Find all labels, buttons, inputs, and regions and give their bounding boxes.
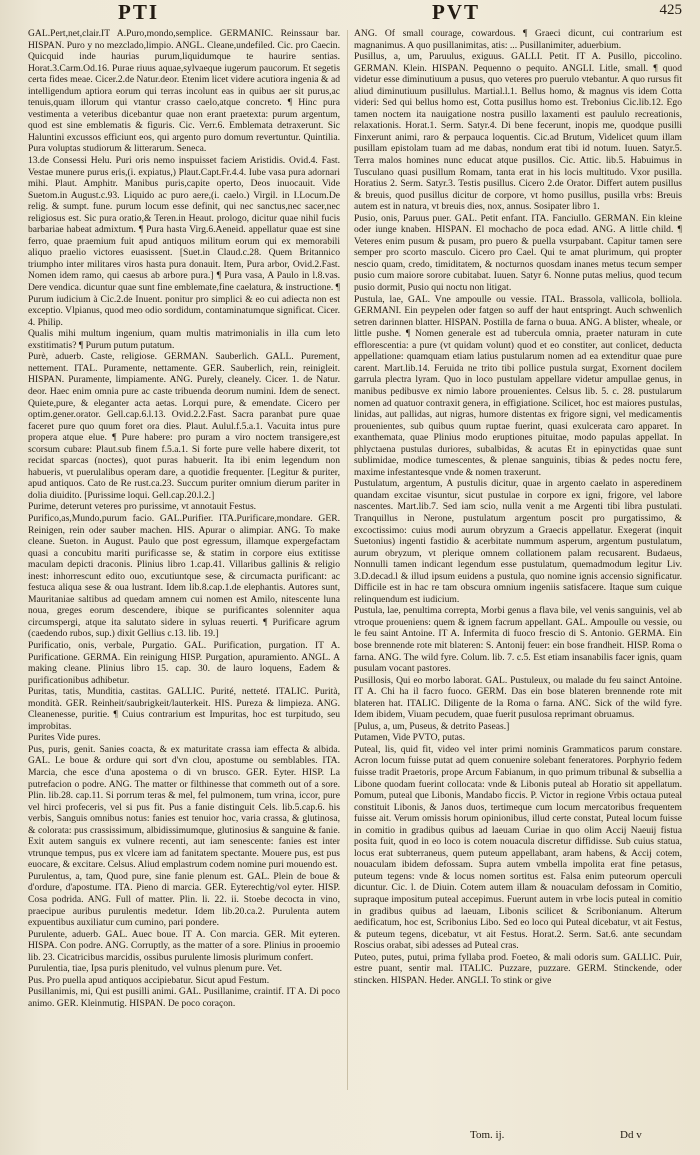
page-number: 425 xyxy=(659,2,682,18)
signature-mark: Dd v xyxy=(620,1129,642,1141)
dictionary-entry: Puritas, tatis, Munditia, castitas. GALLIC. Purité, netteté. ITALIC. Purità, mondità. GER. Reinheit/saubrigkeit/lauterkeit. HIS. Pureza & limpieza. ANG. Cleanenesse, puritie. ¶ Cuius contrarium est Impuritas, hoc est turpitudo, seu improbitas. xyxy=(28,686,340,732)
dictionary-entry: ANG. Of small courage, cowardous. ¶ Graeci dicunt, cui contrarium est magnanimus. A quo pusillanimitas, atis: ... Pusillanimiter, aduerbium. xyxy=(354,28,682,51)
dictionary-entry: GAL.Pert,net,clair.IT A.Puro,mondo,semplice. GERMANIC. Reinssaur bar. HISPAN. Puro y no mezclado,limpio. ANGL. Cleane,undefiled. Cic. pro Caecin. Quicquid inde haurias purum,liquidumque te haurire sentias. Horat.3.Carm.Od.16. Purae riuus aquae,sylvaeque iugerum paucorum. Et segetis certa fides meae. Cicer.2.de Natur.deor. Etenim licet videre acutiora ingenia & ad intelligendum aptiora eorum qui terras incolunt eas in quibus aer sit purus,ac tenuis,quam illorum qui vtantur crasso caelo,atque concreto. ¶ Hinc pura vestimenta a veteribus dicebantur quae non erant praetexta: purum argentum, quod est sine emblematis & figuris. Cic. Verr.6. Emblemata detraxerunt. Sic Haluntini excussos efficiunt eos, qui argento puro domum revertuntur. Quintilia. Pura voluptas studiorum & litterarum. Seneca. xyxy=(28,28,340,155)
dictionary-entry: [Pulus, a, um, Puseus, & detrito Paseas.] xyxy=(354,720,510,732)
dictionary-entry: Pustula, lae, penultima correpta, Morbi genus a flava bile, vel venis sanguinis, vel ab vtroque proueniens: quem & ignem facrum appellant. GAL. Ampoulle ou vessie, ou le feu saint Antoine. IT A. Infermita di fuoco frescio di S. Antonio. GERMA. Ein bose brennende rote mit blateren: S. Antonij feuer: ein bose frandheit. HISP. Roma o farna. ANG. The wild fyre. Colum. lib. 7. c.5. Est etiam insanabilis facer ignis, quam pusulam vocant pastores. xyxy=(354,605,682,675)
page-footer xyxy=(0,1115,700,1155)
dictionary-entry: Putamen, Vide PVTO, putas. xyxy=(354,732,465,744)
dictionary-entry: Puteo, putes, putui, prima fyllaba prod. Foeteo, & mali odoris sum. GALLIC. Puir, estre puant, sentir mal. ITALIC. Puzzare, puzzare. GERM. Stinckende, oder stincken. HISPAN. Heder. ANGLI. To stink or give xyxy=(354,951,682,986)
dictionary-entry: Purulentus, a, tam, Quod pure, sine fanie plenum est. GAL. Plein de boue & d'ordure, d'apostume. ITA. Pieno di marcia. GER. Eyterechtig/vol eyter. HISP. Cosa podrida. ANG. Full of matter. Plin. li. 22. ii. Stoebe decocta in vino, praecipue auribus purulentis medetur. Idem lib.20.ca.2. Purulenta autem expuentibus auxiliatur cum cumino, pari pondere. xyxy=(28,870,340,929)
dictionary-entry: 13.de Consessi Helu. Puri oris nemo inspuisset faciem Aristidis. Ovid.4. Fast. Vestae munere purus eris,(i. expiatus,) Plaut.Capt.Fr.4.4. Iube vasa pura adornari mihi. Plaut. Amphitr. Manibus puris,capite operto, Deos inuocauit. Vide Suetom.in August.c.93. Liquido ac puro aere,(i. caelo.) Virgil. in I.Locum.De relig. & sumpt. fune. purum locum esse definit, qui nec sanctus,nec sacer,nec religiosus est. Sic pura oratio,& Teren.in Heaut. prologo, dicitur quae nihil fucis barbariae habeat admixtum. ¶ Pura hasta Virg.6.Aeneid. appellatur quae est sine ferro, quae praemium fuit apud antiquos militum eorum qui ex memorabili aliquo praelio victores euasissent. [Suet.in Claud.c.28. Quem Britannico triumpho inter militares viros hasta pura donauit. Item, Pura arbor, Ovid.2.Fast. Nomen idem ramo, qui caesus ab arbore pura.] ¶ Pura vasa, A Paulo in l.8.vas. Dere vendica. dicuntur quae sunt fine emblemate,fine caelatura, & instructione. ¶ Purum iudicium à Cic.2.de Inuent. ponitur pro simplici & eo cui adiecta non est exceptio. Vlpianus, quod meo odio sordidum, contaminatumque significat. Cicer. 4. Philip. xyxy=(28,155,340,328)
running-header xyxy=(0,0,700,26)
left-column xyxy=(28,28,340,1108)
dictionary-entry: Pustula, lae, GAL. Vne ampoulle ou vessie. ITAL. Brassola, vallicola, bolliola. GERMANI. Ein peypelen oder fatgen so auff der haut entspringt. Auch schwenlich setren darinnen blatter. HISPAN. Postilla de farna o buua. ANG. A blister, wheale, or little pushe. ¶ Nomen generale est ad tubercula omnia, praeter naturam in cute efflorescentia: a pure (vt quidam volunt) quod et eo constiter, aut conlicet, deducta appellatione: quamquam etiam latius pustularum nomen ad ea extenditur quae pure carent. Mart.lib.14. Feruida ne trito tibi pollice pustula surgat, Exornent docilem garrula plectra lyram. Quo in loco pustulam appellare videtur ampullae genus, in manibus pedibusve ex nimio labore prouenientes. Celsus lib. 5. c. 28. pustularum nomen ad quatuor contraxit genera, in effigiatione. Scilicet, hoc est maiores pustulas, linidas, aut pallidas, aut nigras, humore distentas ex frigore signi, vel medicamentis prouenientes, sub quibus quum ruptae fuerint, quasi exulcerata caro apparet. In exanthemata, quae Plinius modo eruptiones pituitae, modo papulas appellat. In phlyctaena pustulas duriores, subalbidas, & acutas Et in epinyctidas quae sunt sublimidae, modice tumescentes, & plenae sanguinis, tibias & pedes noctu fere, maxime infestantesque vnde & nomen traxerunt. xyxy=(354,293,682,478)
dictionary-entry: Purificatio, onis, verbale, Purgatio. GAL. Purification, purgation. IT A. Purificatione. GERMA. Ein reinigung HISP. Purgation, apuramiento. ANGL. A making cleane. Plinius libro 15. cap. 30. de lauro loquens, Eadem & purificationibus adhibetur. xyxy=(28,639,340,686)
volume-marker: Tom. ij. xyxy=(470,1129,505,1141)
dictionary-entry: Purulentia, tiae, Ipsa puris plenitudo, vel vulnus plenum pure. Vet. xyxy=(28,963,283,975)
dictionary-entry: Pusio, onis, Paruus puer. GAL. Petit enfant. ITA. Fanciullo. GERMAN. Ein kleine oder iunge knaben. HISPAN. El mochacho de poca edad. ANG. A little child. ¶ Veteres enim pusum & pusam, pro puero & puella vsurpabant. Capitur tamen sere semper pro scorto masculo. Cicero pro Cael. Qui te amat plurimum, qui propter nescio quam, credo, timiditatem, & nocturnos quosdam inanes metus tecum semper pusio cum maiore sorore cubitabat. Iuuen. Satyr 6. Nonne putas melius, quod tecum pusio dormit, Pusio qui noctu non litigat. xyxy=(354,212,682,294)
dictionary-entry: Pustulatum, argentum, A pustulis dicitur, quae in argento caelato in asperedinem quandam excitae visuntur, sicut pustulae in corpore ex igni, frigore, vel labore nascentes. Mart.lib.7. Sed iam scio, nulla venit a me Argenti tibi libra pustulati. Tranquillus in Nerone, pustulatum argentum poscit pro purgatissimo, & excoctissimo: cuius modi aurum obryzum a Graecis appellatur. Exegerat (inquit Suetonius) ingenti fastidio & acerbitate nummum asperum, argentum pustulatum, aurum obryzum, vt plerique omnem collationem palam recusarent. Budaeus, Nonnulli tamen indicant legendum esse pustulatum, quemadmodum legitur Liv. 3.D.decad.l & illud ipsum euidens a pustula, quo nomine ignis accensio significatur. Difficile est in hac re tam obscura omnium ingeniis satisfacere. Itaque sum cuique relinquendum est iudicium. xyxy=(354,478,682,605)
dictionary-entry: Purulente, aduerb. GAL. Auec boue. IT A. Con marcia. GER. Mit eyteren. HISPA. Con podre. ANG. Corruptly, as the matter of a sore. Plinius in prooemio lib. 23. Cicatricibus marcidis, ossibus purulente limosis plurimum confert. xyxy=(28,928,340,963)
dictionary-entry: Pusillosis, Qui eo morbo laborat. GAL. Pustuleux, ou malade du feu sainct Antoine. IT A. Chi ha il facro fuoco. GERM. Das ein bose blateren brennende rote mit blateren hat. ITALIC. Diligente de la Roma o farna. ANC. Sick of the wild fyre. Idem ibidem, Viuam pecudem, quae fuerit pusulosa reprimant obruamus. xyxy=(354,674,682,721)
right-column xyxy=(354,28,682,1108)
dictionary-entry: Pus, puris, genit. Sanies coacta, & ex maturitate crassa iam effecta & albida. GAL. Le boue & ordure qui sort d'vn clou, apostume ou semblables. ITA. Marcia, che esce d'una apostema o di vn brusco. GER. Eyter. HISP. La putrefacion o podre. ANG. The matter or filthinesse that commeth out of a sore. Plin. lib.28. cap.11. Si porrum teras & mel, fel pulmonem, tum vrina, iccor, pure vel hirci profeceris, vel si pus fit. Pus a fanie distinguit Cels. lib.5.cap.6. his verbis, Sanguis omnibus notus: fanies est tenuior hoc, varia crassa, & glutinosa, & colorata: pus crassissimum, albidissimumque, glutinosius & sanguine & fanie. Exit autem sanguis ex vulnere recenti, aut iam senescente: fanies est inter vtrunque tempus, pus ex vlcere iam ad fanitatem spectante. Mouere pus, est pus euocare, & excitare. Celsus. Aliud emplastrum codem nomine puri mouendo est. xyxy=(28,743,340,871)
dictionary-entry: Purè, aduerb. Caste, religiose. GERMAN. Sauberlich. GALL. Purement, nettement. ITAL. Puramente, nettamente. GER. Sauberlich, rein, reinigleit. HISPAN. Puramente, limpiamente. ANG. Purely, cleanely. Cicer. 1. de Natur. deor. Haec enim omnia pure ac caste tribuenda deorum numini. Idem de senect. Quiete,pure, & eleganter acta aetas. Lorqui pure, & emendate. Cicero per optim.gener.orator. Gell.cap.6.l.13. Ovid.2.2.Fast. Sacra paranbat pure quae faceret pure quo quum foret ora dies. Plaut. Aulul.f.5.a.1. Vacuita intus pure propera atque elue. ¶ Pure habere: pro puram a viro noctem transigere,est scorsum cubare: Plaut.sub finem f.5.a.1. Si forte pure velle habere dixerit, tot recidat sparcas (noctes), quot puras habuerit. Ita ibi enim legendum non habueris, vt puerulalibus operam dare, a quotidie frequenter. [Legitur & puriter, apud antiquos. Cato de Re rust.ca.23. Succum puriter omnium dierum pariter in dolia diuidito. [Purissime loqui. Gell.cap.20.l.2.] xyxy=(28,351,340,501)
column-divider xyxy=(347,30,348,1090)
dictionary-entry: Pusillus, a, um, Paruulus, exiguus. GALLI. Petit. IT A. Pusillo, piccolino. GERMAN. Klein. HISPAN. Pequenno o pequito. ANGLI. Litle, small. ¶ quod videtur esse diminutiuum a pusus, quo veteres pro puerulo vtebantur. A quo rursus fit aliud diminutiuum pusillulus. Martial.l.1. Bellus homo, & magnus vis idem Cotta videri: Sed qui bellus homo est, Cotta pusillus homo est. Trebonius Cic.lib.12. Ego tamen noctem ita nauigatione nostra pusillo laxamenti est paululo recreationis, relaxationis. Horat.1. Serm. Satyr.4. Di bene fecerunt, inopis me, quodque pusilli Finxerunt animi, raro & perpauca loquentis. Cic.ad Brutum, Videlicet quum illam pusillam epistolam tuam ad me dabas, nondum erat tibi id notum. Iuuen. Satyr.5. Terra malos homines nunc educat atque pusillos. Cic. Attic. lib.5. Habuimus in Tusculano quasi pusillum Romam, tanta erat in his locis multitudo. Vxor pusilla. Horatius 2. Serm. Satyr.3. Testis pusillus. Cicero 2.de Orator. Differt autem pusillus & breuis, quod pusillus dicitur de corpore, vt homo pusillus, pusilla vrbs: Breuis autem est in natura, vt breuis dies, nox, annus. Sosipater libro 1. xyxy=(354,51,682,213)
dictionary-entry: Purites Vide pures. xyxy=(28,732,101,744)
running-head-right: PVT xyxy=(432,0,480,24)
dictionary-entry: Purifico,as,Mundo,purum facio. GAL.Purifier. ITA.Purificare,mondare. GER. Reinigen, rein oder sauber machen. HIS. Apurar o alimpiar. ANG. To make cleane. Sueton. in August. Paulo que post egressum, illamque expergefactam quasi a concubitu mariti purificasse se, & statim in corpore eius extitisse maculam depicti draconis. Plinius libro 1.cap.41. Villaribus gallinis & religio inest: inhorrescunt edito ouo, excutiuntque sese, & circumacta purificant: ac festuca aliqua sese & oua lustrant. Idem lib.8.cap.1.de elephantis. Autores sunt, Mauritaniae saltibus ad quedam amnem cui nomen est Amilo, nitescente luna noua, greges eorum descendere, ibique se purificantes solenniter aqua circumspergi, atque ita salutato sidere in syluas reuerti. ¶ Purificare agrum (caedendo rubos, sup.) dixit Gellius c.13. lib. 19.] xyxy=(28,512,340,640)
running-head-left: PTI xyxy=(118,0,160,24)
dictionary-entry: Qualis mihi multum ingenium, quam multis matrimonialis in illa cum leto exstitimatis? ¶ Purum putum putatum. xyxy=(28,328,340,351)
dictionary-entry: Pusillanimis, mi, Qui est pusilli animi. GAL. Pusillanime, craintif. IT A. Di poco animo. GER. Kleinmutig. HISPAN. De poco coraçon. xyxy=(28,986,340,1009)
dictionary-entry: Purime, deterunt veteres pro purissime, vt annotauit Festus. xyxy=(28,501,257,513)
dictionary-entry: Pus. Pro puella apud antiquos accipiebatur. Sicut apud Festum. xyxy=(28,974,270,986)
dictionary-entry: Puteal, lis, quid fit, video vel inter primi nominis Grammaticos parum constare. Acron locum fuisse putat ad quem conuenire solebant feneratores. Porphyrio fedem fuisse tradit Praetoris, prope Arcum Fabianum, in quo primum tribunal & subsellia a Libone quodam fuerint collocata: vnde & Libonis puteal ab Horatio sit appellatum. Pomum, puteal que Libonis, Mandabo ficcis. P. Victor in regione Vrbis octaua puteal constituit Libonis, & Janos duos, tertimeque cum locum mercatoribus frequentem fuisse ait. Verum omissis horum opinionibus, illud certe constat, Puteal locum fuisse in comitio in gradibus quibus ad laeuam Curiae in quo olim Accij Naeuij fistua posita fuit, quod in eo loco is cotem nouacula discretur diffidisse. Sub cuius statua, locus erat subterraneus, quem puteum appellabant, aram habens, & Accij cotem, nouaculam ibidem defossam. Supra autem vmbella impolita erat fine petasus, puteum tegens: vnde & locus nomen sortitus est. Falsa enim puteorum operculi dicuntur. Cic. l. de Diuin. Cotem autem illam & nouaculam defossam in Comitio, supraque impositum puteal accepimus. Fuerunt autem in vrbe locis puteal in comitio in gradibus quibus ad laeuam, Libonis scilicet & Scribonianum. Alterum aedificatum, hoc est, Scribonius Libo. Sed eo loco qui Puteal dicebatur, vt ait Festus, & puteum tegens, dicebatur, vt ait Festus. Horat.2. Serm. Sat.6. ante secundam Roscius orabat, sibi adesses ad Puteal cras. xyxy=(354,743,682,952)
